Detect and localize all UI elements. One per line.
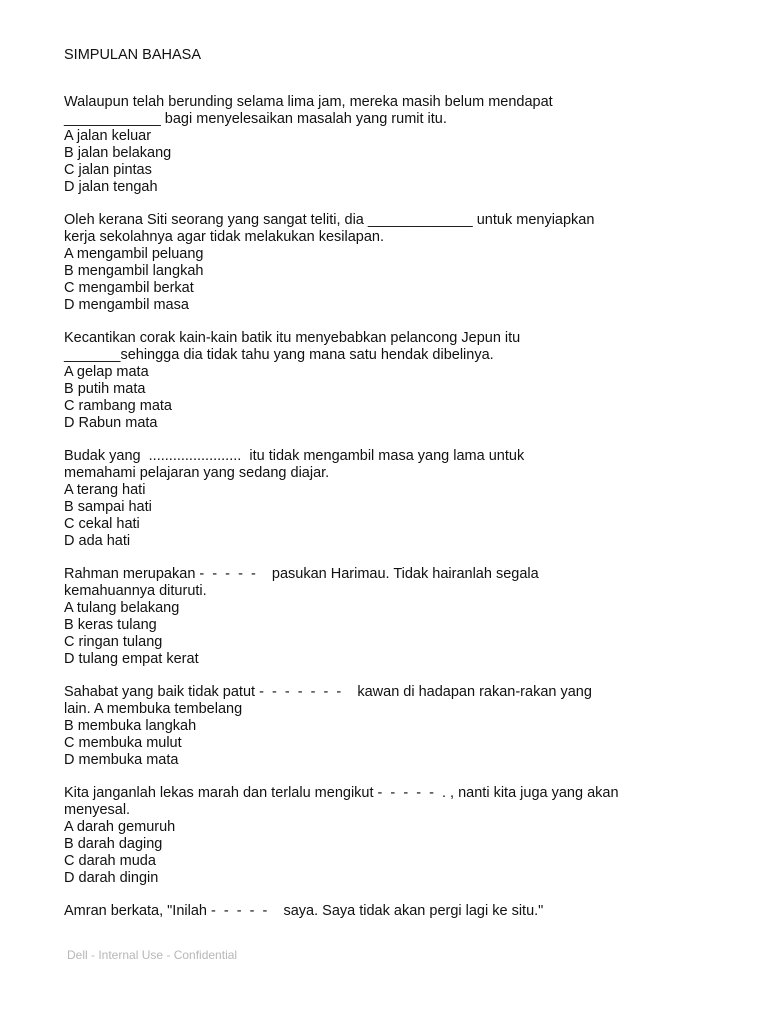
option-list bbox=[64, 600, 748, 668]
option-a: A tulang belakang bbox=[64, 600, 180, 616]
option-b: B darah daging bbox=[64, 836, 163, 852]
option-b: B sampai hati bbox=[64, 499, 152, 515]
question-stem: Budak yang ....................... itu tidak mengambil masa yang lama untuk memahami pelajaran yang sedang diajar. bbox=[64, 448, 525, 481]
question-4 bbox=[64, 448, 748, 550]
option-d: D ada hati bbox=[64, 533, 131, 549]
question-stem: Amran berkata, "Inilah - - - - - saya. Saya tidak akan pergi lagi ke situ." bbox=[64, 903, 544, 919]
option-c: C jalan pintas bbox=[64, 162, 152, 178]
option-a: A terang hati bbox=[64, 482, 146, 498]
option-a: A mengambil peluang bbox=[64, 246, 204, 262]
option-c: C mengambil berkat bbox=[64, 280, 194, 296]
question-6 bbox=[64, 684, 748, 769]
option-list bbox=[64, 364, 748, 432]
question-stem: Sahabat yang baik tidak patut - - - - - - - kawan di hadapan rakan-rakan yang lain. A membuka tembelang bbox=[64, 684, 592, 717]
option-c: C membuka mulut bbox=[64, 735, 182, 751]
option-c: C rambang mata bbox=[64, 398, 172, 414]
question-stem: Kita janganlah lekas marah dan terlalu mengikut - - - - - . , nanti kita juga yang akan menyesal. bbox=[64, 785, 619, 818]
option-d: D Rabun mata bbox=[64, 415, 158, 431]
question-stem: Rahman merupakan - - - - - pasukan Harimau. Tidak hairanlah segala kemahuannya dituruti. bbox=[64, 566, 539, 599]
option-a: A darah gemuruh bbox=[64, 819, 176, 835]
option-d: D jalan tengah bbox=[64, 179, 158, 195]
option-list bbox=[64, 482, 748, 550]
question-stem: Oleh kerana Siti seorang yang sangat teliti, dia _____________ untuk menyiapkan kerja sekolahnya agar tidak melakukan kesilapan. bbox=[64, 212, 595, 245]
option-list bbox=[64, 819, 748, 887]
option-c: C darah muda bbox=[64, 853, 156, 869]
option-c: C ringan tulang bbox=[64, 634, 163, 650]
question-stem: Kecantikan corak kain-kain batik itu menyebabkan pelancong Jepun itu _______sehingga dia tidak tahu yang mana satu hendak dibelinya. bbox=[64, 330, 521, 363]
option-b: B membuka langkah bbox=[64, 718, 197, 734]
question-3 bbox=[64, 330, 748, 432]
option-b: B putih mata bbox=[64, 381, 146, 397]
option-a: A gelap mata bbox=[64, 364, 149, 380]
option-b: B keras tulang bbox=[64, 617, 157, 633]
option-b: B mengambil langkah bbox=[64, 263, 204, 279]
question-1 bbox=[64, 94, 748, 196]
option-list bbox=[64, 246, 748, 314]
option-list bbox=[64, 718, 748, 769]
question-5 bbox=[64, 566, 748, 668]
question-2 bbox=[64, 212, 748, 314]
confidentiality-footer: Dell - Internal Use - Confidential bbox=[67, 948, 238, 962]
option-c: C cekal hati bbox=[64, 516, 140, 532]
question-7 bbox=[64, 785, 748, 887]
option-a: A jalan keluar bbox=[64, 128, 152, 144]
question-8 bbox=[64, 903, 748, 920]
option-d: D tulang empat kerat bbox=[64, 651, 199, 667]
option-b: B jalan belakang bbox=[64, 145, 172, 161]
option-list bbox=[64, 128, 748, 196]
option-d: D membuka mata bbox=[64, 752, 179, 768]
option-d: D darah dingin bbox=[64, 870, 159, 886]
option-d: D mengambil masa bbox=[64, 297, 189, 313]
document-title: SIMPULAN BAHASA bbox=[64, 47, 201, 63]
question-stem: Walaupun telah berunding selama lima jam, mereka masih belum mendapat ____________ bagi menyelesaikan masalah yang rumit itu. bbox=[64, 94, 553, 127]
